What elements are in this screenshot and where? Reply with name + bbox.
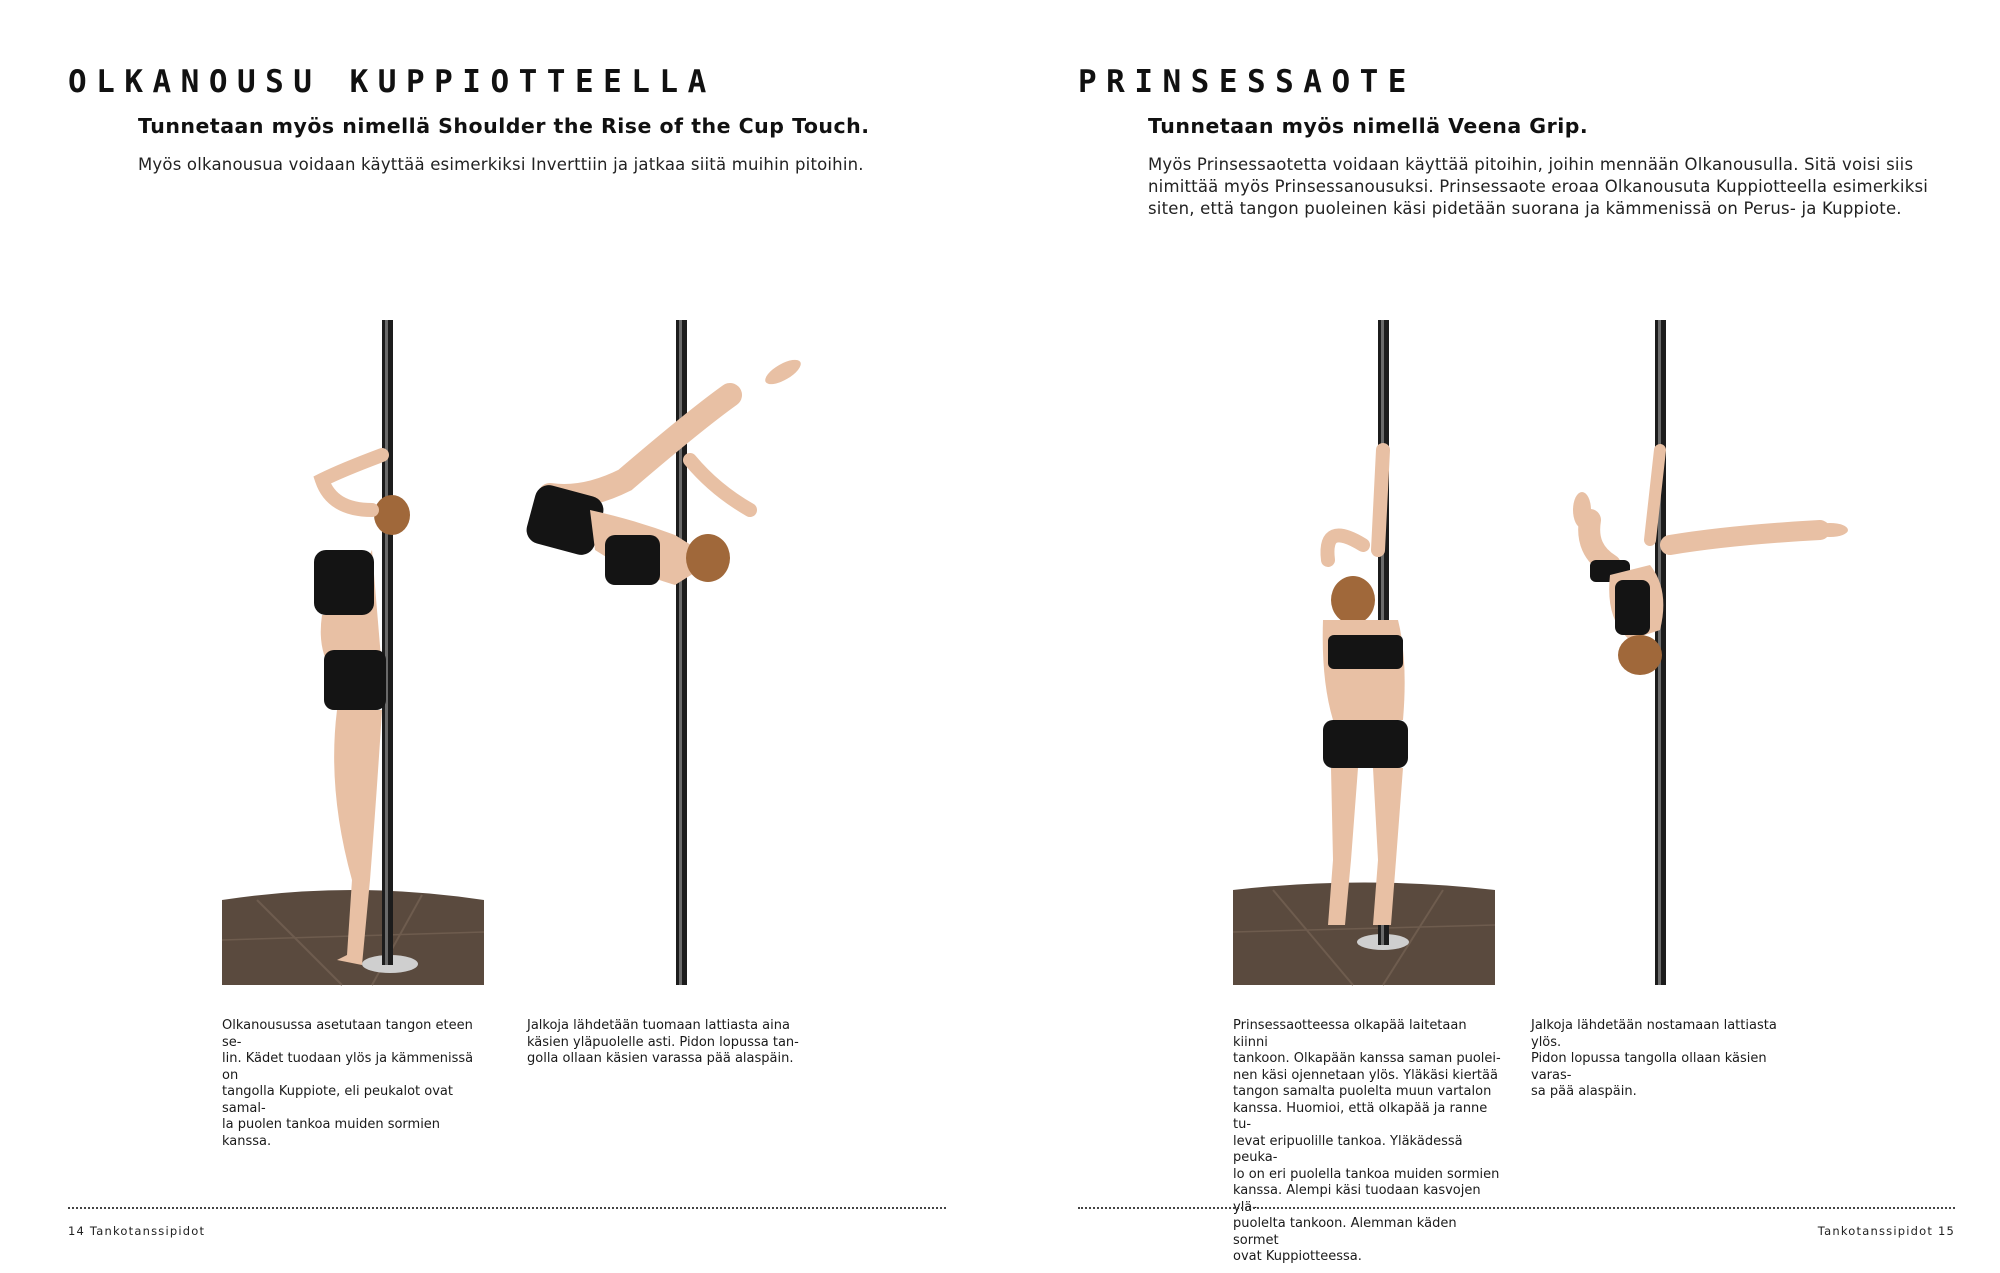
pole-photo-standing — [222, 320, 484, 985]
page-footer: 14 Tankotanssipidot — [68, 1224, 206, 1238]
photo-caption: Jalkoja lähdetään nostamaan lattiasta ylös. Pidon lopussa tangolla ollaan käsien varas- sa pää alaspäin. — [1531, 1018, 1777, 1099]
photo-caption: Olkanousussa asetutaan tangon eteen se- lin. Kädet tuodaan ylös ja kämmenissä on tangolla Kuppiote, eli peukalot ovat samal- la puolen tankoa muiden sormien kanssa. — [222, 1018, 474, 1149]
intro-text: Myös olkanousua voidaan käyttää esimerkiksi Inverttiin ja jatkaa siitä muihin pitoihin. — [138, 155, 864, 174]
pole-photo-inverted-split — [1530, 320, 1840, 985]
photo-caption: Jalkoja lähdetään tuomaan lattiasta aina käsien yläpuolelle asti. Pidon lopussa tan- golla ollaan käsien varassa pää alaspäin. — [527, 1018, 799, 1066]
pole-photo-back-view — [1233, 320, 1495, 985]
page-title: PRINSESSAOTE — [1078, 64, 1416, 100]
page-subtitle: Tunnetaan myös nimellä Shoulder the Rise of the Cup Touch. — [138, 114, 870, 138]
intro-text: Myös Prinsessaotetta voidaan käyttää pitoihin, joihin mennään Olkanousulla. Sitä voisi siis nimittää myös Prinsessanousuksi. Prinsessaote eroaa Olkanousuta Kuppiotteella esimerkiksi siten, että tangon puoleinen käsi pidetään suorana ja kämmenissä on Perus- ja Kuppiote. — [1148, 155, 1929, 218]
page-footer: Tankotanssipidot 15 — [1817, 1224, 1955, 1238]
photo-caption: Prinsessaotteessa olkapää laitetaan kiinni tankoon. Olkapään kanssa saman puolei- nen käsi ojennetaan ylös. Yläkäsi kiertää tangon samalta puolelta muun vartalon kanssa. Huomioi, että olkapää ja ranne tu- levat eripuolille tankoa. Yläkädessä peuka- lo on eri puolella tankoa muiden sormien kanssa. Alempi käsi tuodaan kasvojen ylä- puolelta tankoon. Alemman käden sormet ovat Kuppiotteessa. — [1233, 1018, 1501, 1264]
page-title: OLKANOUSU KUPPIOTTEELLA — [68, 64, 716, 100]
footer-divider — [68, 1207, 946, 1209]
right-page — [1000, 0, 2000, 1273]
pole-photo-inverted — [525, 320, 795, 985]
footer-divider — [1078, 1207, 1955, 1209]
page-subtitle: Tunnetaan myös nimellä Veena Grip. — [1148, 114, 1589, 138]
